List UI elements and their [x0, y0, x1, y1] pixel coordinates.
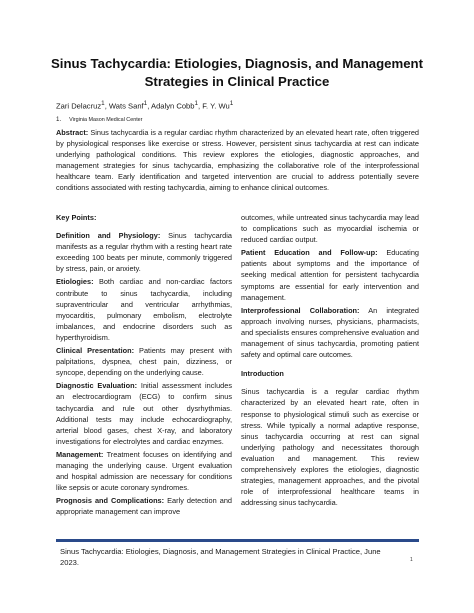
key-point-label: Interprofessional Collaboration:	[241, 305, 360, 315]
page-number: 1	[410, 557, 413, 563]
key-point-label: Definition and Physiology:	[56, 231, 161, 241]
key-point	[56, 276, 232, 343]
author-affiliation-mark: 1	[143, 100, 148, 107]
key-point	[241, 247, 419, 302]
author-name: Wats Sanf	[108, 101, 144, 111]
introduction-heading: Introduction	[241, 369, 284, 379]
key-point-text: Both cardiac and non-cardiac factors contribute to sinus tachycardia, including supraventricular and ventricular arrhythmias, myocarditis, pulmonary embolism, electrolyte imbalances, and endocrine disorders such as hyperthyroidism.	[56, 277, 232, 342]
key-point	[241, 305, 419, 360]
key-point	[56, 495, 232, 517]
key-point-text: Patients may present with palpitations, dyspnea, chest pain, dizziness, or syncope, depending on the underlying cause.	[56, 346, 232, 378]
key-point-continuation: outcomes, while untreated sinus tachycardia may lead to complications such as myocardial ischemia or reduced cardiac output.	[241, 213, 419, 245]
abstract-label: Abstract:	[56, 128, 89, 137]
paper-title: Sinus Tachycardia: Etiologies, Diagnosis, and Management Strategies in Clinical Practice	[50, 56, 424, 89]
affiliation-number: 1.	[56, 116, 62, 123]
footer-rule	[56, 539, 419, 542]
author-list: Zari Delacruz$^1$, Wats Sanf$^1$, Adalyn Cobb$^1$, F. Y. Wu$^1$	[56, 100, 234, 111]
key-point-label: Diagnostic Evaluation:	[56, 381, 138, 391]
author-affiliation-mark: 1	[101, 100, 105, 107]
key-point	[56, 345, 232, 378]
key-point-text: Early detection and appropriate management can improve	[56, 496, 232, 517]
author-name: F. Y. Wu	[202, 101, 230, 111]
key-point-label: Prognosis and Complications:	[56, 496, 165, 506]
key-point	[56, 449, 232, 493]
left-column	[56, 212, 232, 519]
introduction-text: Sinus tachycardia is a regular cardiac rhythm characterized by an elevated heart rate, often in response to physiological stimuli such as exercise or stress. While typically a normal adaptive response, sinus tachycardia occurring at rest can signal underlying pathology and necessitates thorough evaluation and management. This review comprehensively explores the etiologies, diagnostic strategies, management approaches, and the pivotal role of interprofessional healthcare teams in addressing sinus tachycardia.	[241, 387, 419, 508]
affiliation-text: Virginia Mason Medical Center	[69, 117, 143, 123]
key-point-label: Etiologies:	[56, 277, 94, 287]
key-point-text: Sinus tachycardia manifests as a regular rhythm with a resting heart rate exceeding 100 beats per minute, commonly triggered by stress, pain, or anxiety.	[56, 231, 232, 274]
abstract	[56, 127, 419, 194]
author-affiliation-mark: 1	[194, 100, 199, 107]
right-column	[241, 212, 419, 510]
author-affiliation-mark: 1	[229, 100, 234, 107]
affiliation	[56, 116, 142, 124]
key-point-text: An integrated approach involving nurses, physicians, pharmacists, and specialists ensures comprehensive evaluation and management of sinus tachycardia, promoting patient safety and optimal care outcomes.	[241, 305, 419, 360]
key-point-label: Patient Education and Follow-up:	[241, 248, 378, 258]
key-point-text: Initial assessment includes an electrocardiogram (ECG) to confirm sinus tachycardia and rule out other dysrhythmias. Additional tests may include echocardiography, arterial blood gases, chest X-ray, and laboratory investigations for electrolytes and cardiac enzymes.	[56, 381, 232, 446]
key-point-label: Clinical Presentation:	[56, 346, 135, 356]
author-name: Adalyn Cobb	[151, 101, 195, 111]
key-point-label: Management:	[56, 449, 104, 459]
key-point	[56, 380, 232, 447]
key-points-heading: Key Points:	[56, 213, 97, 222]
abstract-text: Sinus tachycardia is a regular cardiac rhythm characterized by an elevated heart rate, often triggered by physiological responses like exercise or stress. However, persistent sinus tachycardia at rest can indicate underlying pathological conditions. This review explores the etiologies, diagnostic approaches, and management strategies for sinus tachycardia, emphasizing the collaborative role of the interprofessional healthcare team. Early identification and targeted intervention are crucial to address potentially severe conditions associated with resting tachycardia, aiming to enhance clinical outcomes.	[56, 128, 419, 193]
key-point	[56, 230, 232, 274]
author-name: Zari Delacruz	[56, 101, 102, 111]
key-point-text: Treatment focuses on identifying and managing the underlying cause. Urgent evaluation and hospital admission are necessary for conditions like sepsis or acute coronary syndromes.	[56, 449, 232, 493]
footer-citation: Sinus Tachycardia: Etiologies, Diagnosis, and Management Strategies in Clinical Practice, June 2023.	[60, 547, 381, 567]
key-point-text: Educating patients about symptoms and the importance of seeking medical attention for persistent tachycardia symptoms are essential for early intervention and management.	[241, 248, 419, 302]
